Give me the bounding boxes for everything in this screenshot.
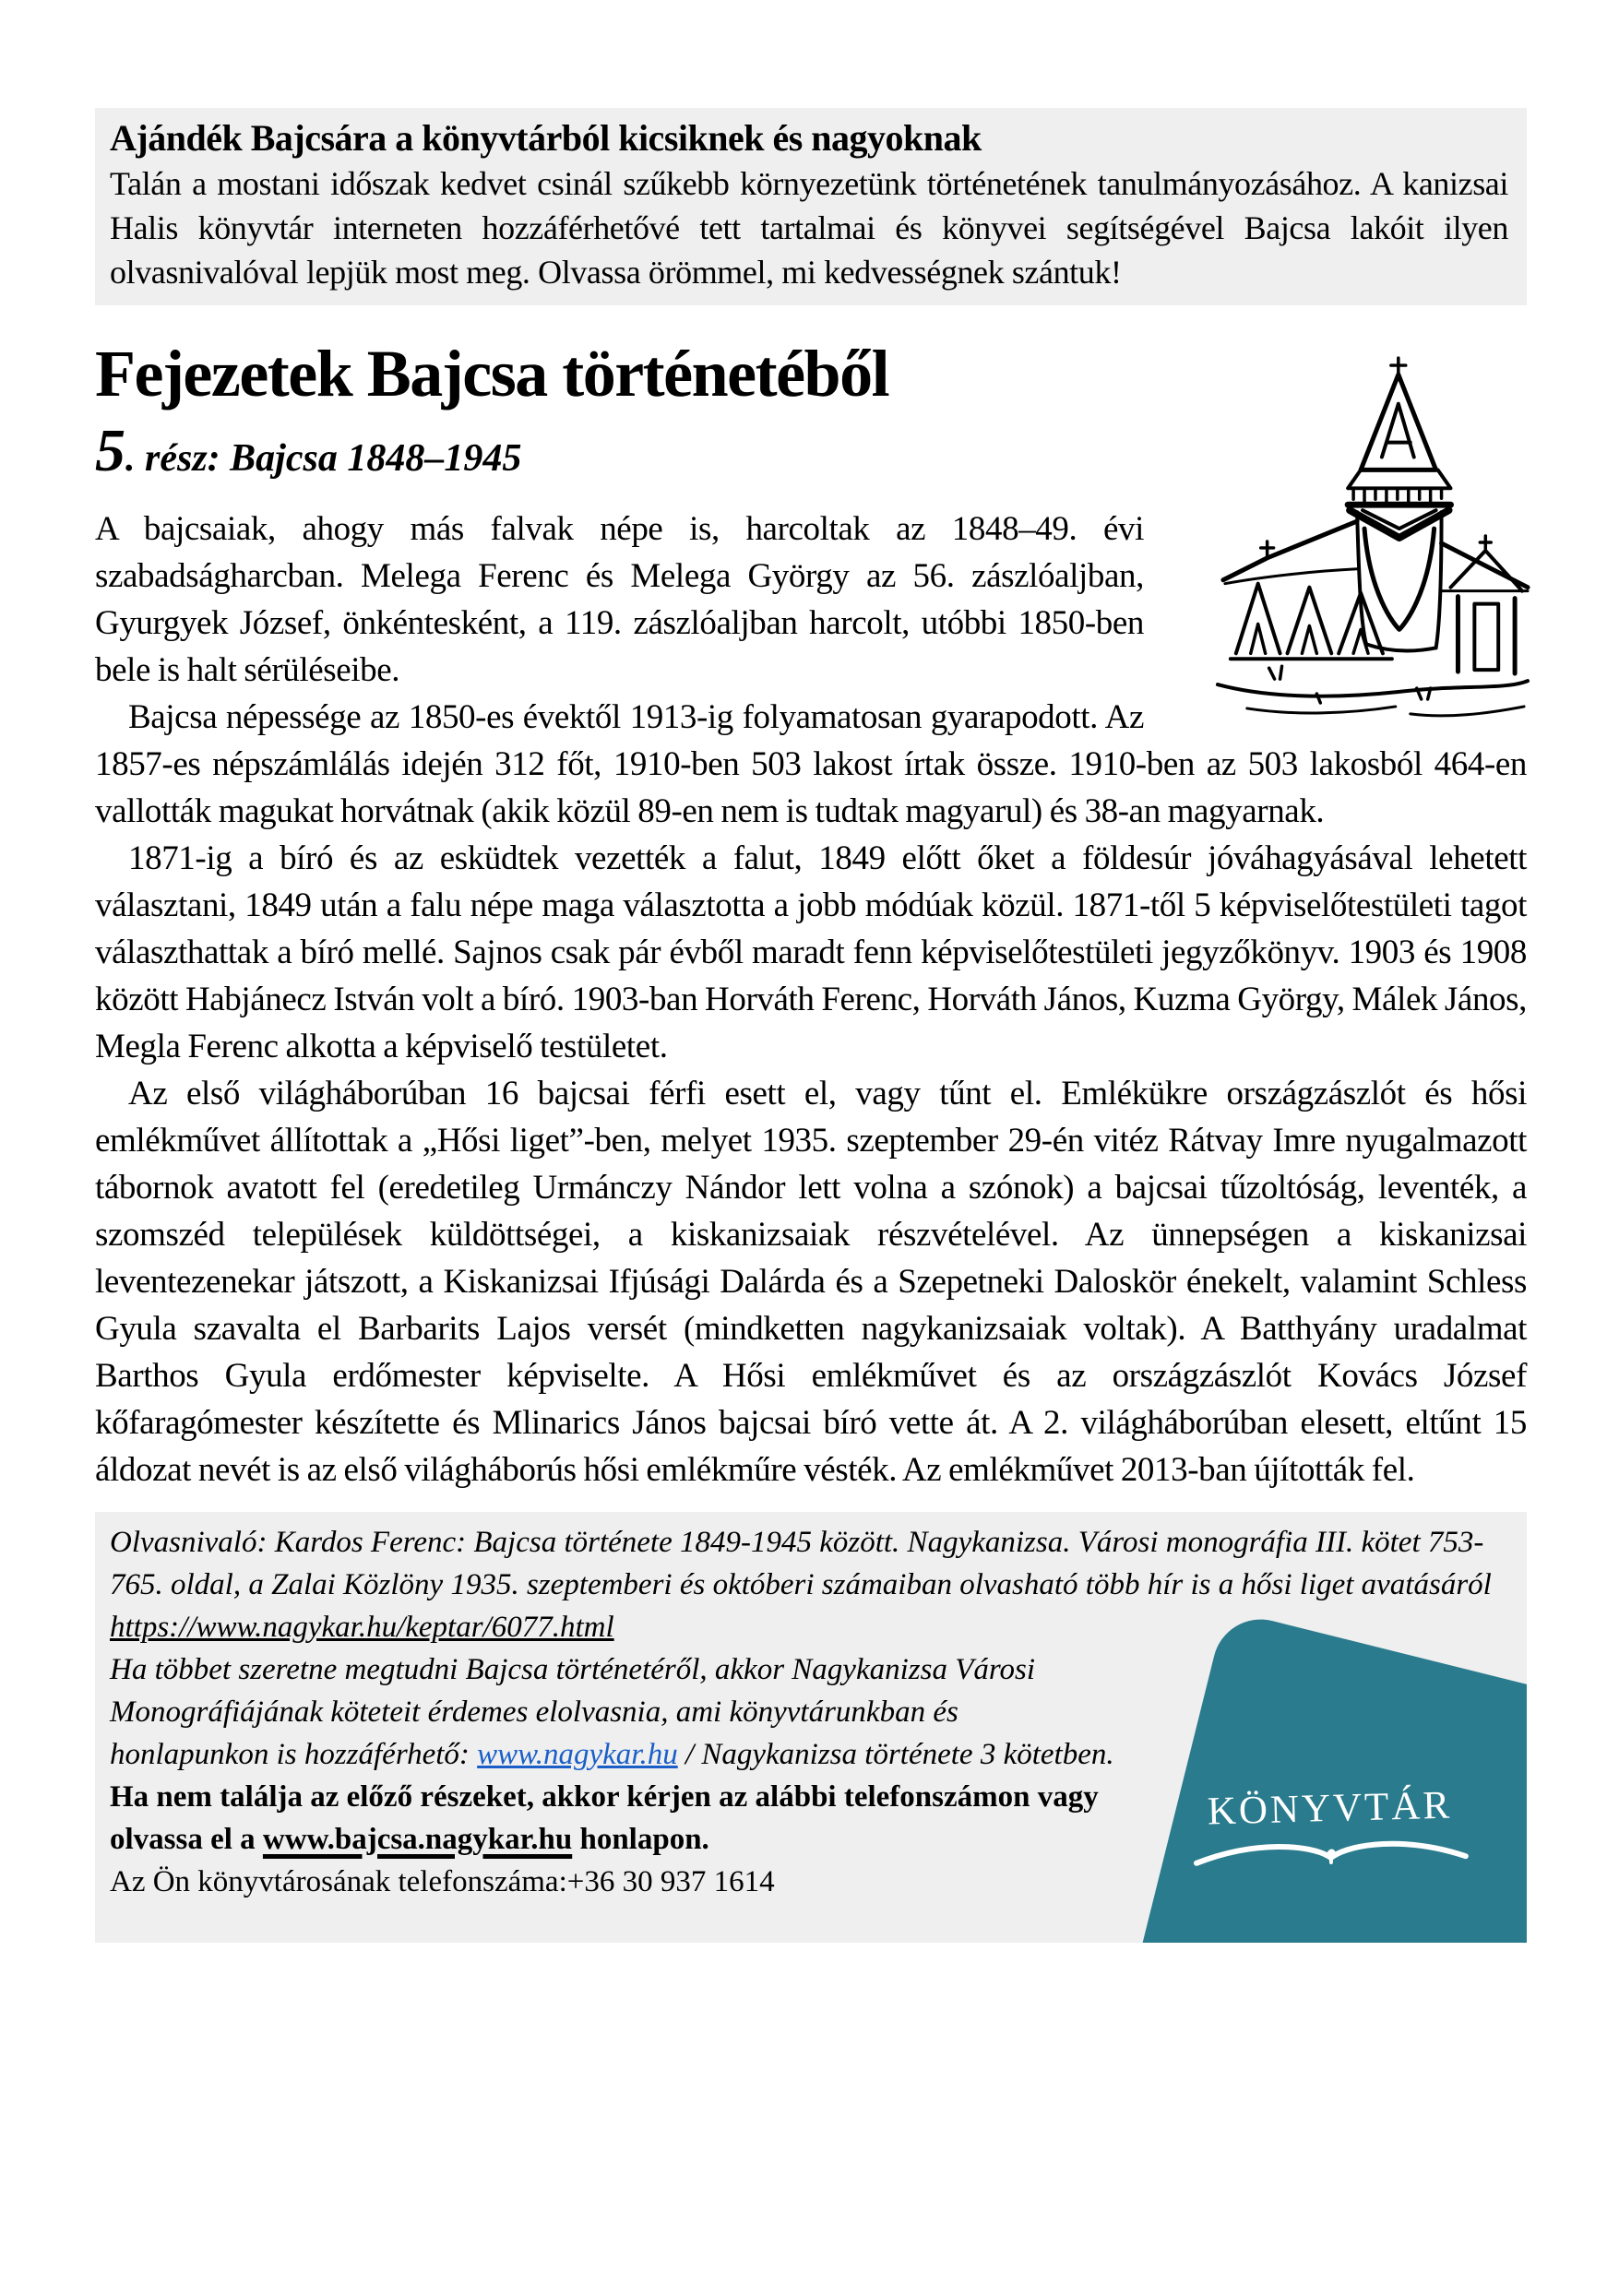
library-logo-word: KÖNYVTÁR bbox=[1207, 1783, 1453, 1834]
librarian-phone-line: Az Ön könyvtárosának telefonszáma:+36 30 937 1614 bbox=[110, 1864, 775, 1898]
subtitle-part-number: 5 bbox=[95, 416, 125, 484]
more-info-bold-2: honlapon. bbox=[572, 1822, 709, 1856]
subtitle-part-text: . rész: Bajcsa 1848–1945 bbox=[125, 436, 522, 480]
paragraph-2: Bajcsa népessége az 1850-es évektől 1913-ig folyamatosan gyarapodott. Az 1857-es népszámlálás idején 312 főt, 1910-ben 503 lakost írtak össze. 1910-ben az 503 lakosból 464-en vallották magukat horvátnak (akik közül 89-en nem is tudtak magyarul) és 38-an magyarnak. bbox=[95, 697, 1527, 830]
library-logo-label bbox=[1186, 1785, 1474, 1871]
more-info-bold-1: Ha nem találja az előző részeket, akkor kérjen az alábbi telefonszámon vagy olvassa el a bbox=[110, 1779, 1099, 1856]
nagykar-link[interactable]: www.nagykar.hu bbox=[477, 1737, 678, 1771]
intro-note-body: Talán a mostani időszak kedvet csinál szűkebb környezetünk történetének tanulmányozásához. A kanizsai Halis könyvtár interneten hozzáférhetővé tett tartalmai és könyvei segítségével Bajcsa lakóit ilyen olvasnivalóval lepjük most meg. Olvassa örömmel, mi kedvességnek szántuk! bbox=[110, 165, 1508, 291]
paragraph-3: 1871-ig a bíró és az esküdtek vezették a falut, 1849 előtt őket a földesúr jóváhagyásával lehetett választani, 1849 után a falu népe maga választotta a jobb módúak közül. 1871-től 5 képviselőtestületi tagot választhattak a bíró mellé. Sajnos csak pár évből maradt fenn képviselőtestületi jegyzőkönyv. 1903 és 1908 között Habjánecz István volt a bíró. 1903-ban Horváth Ferenc, Horváth János, Kuzma György, Málek János, Megla Ferenc alkotta a képviselő testületet. bbox=[95, 839, 1527, 1065]
reading-suggestion-text: Olvasnivaló: Kardos Ferenc: Bajcsa története 1849-1945 között. Nagykanizsa. Városi monográfia III. kötet 753-765. oldal, a Zalai Közlöny 1935. szeptemberi és októberi számaiban olvasható több hír is a hősi liget avatásáról bbox=[110, 1525, 1492, 1601]
more-info-text-1: Ha többet szeretne megtudni Bajcsa történetéről, akkor Nagykanizsa Városi Monográfiájának köteteit érdemes elolvasnia, ami könyvtárunkban és honlapunkon is hozzáférhető: bbox=[110, 1652, 1035, 1771]
footer-note bbox=[95, 1512, 1527, 1943]
keptar-link[interactable]: https://www.nagykar.hu/keptar/6077.html bbox=[110, 1610, 614, 1644]
church-drawing-icon bbox=[1210, 349, 1531, 725]
church-illustration bbox=[1210, 349, 1531, 725]
article-title: Fejezetek Bajcsa történetéből bbox=[95, 337, 889, 410]
bajcsa-link[interactable]: www.bajcsa.nagykar.hu bbox=[262, 1822, 573, 1856]
intro-note-title: Ajándék Bajcsára a könyvtárból kicsiknek és nagyoknak bbox=[110, 117, 982, 159]
paragraph-1: A bajcsaiak, ahogy más falvak népe is, harcoltak az 1848–49. évi szabadságharcban. Melega Ferenc és Melega György az 56. zászlóaljban, Gyurgyek József, önkéntesként, a 119. zászlóaljban harcolt, utóbbi 1850-ben bele is halt sérüléseibe. bbox=[95, 509, 1144, 689]
intro-note bbox=[95, 108, 1527, 305]
paragraph-4: Az első világháborúban 16 bajcsai férfi esett el, vagy tűnt el. Emlékükre országzászlót és hősi emlékművet állítottak a „Hősi liget”-ben, melyet 1935. szeptember 29-én vitéz Rátvay Imre nyugalmazott tábornok avatott fel (eredetileg Urmánczy Nándor lett volna a szónok) a bajcsai tűzoltóság, leventék, a szomszéd települések küldöttségei, a kiskanizsaiak részvételével. Az ünnepségen a kiskanizsai leventezenekar játszott, a Kiskanizsai Ifjúsági Dalárda és a Szepetneki Daloskör énekelt, valamint Schless Gyula szavalta el Barbarits Lajos versét (mindketten nagykanizsaiak voltak). A Batthyány uradalmat Barthos Gyula erdőmester képviselte. A Hősi emlékművet és az országzászlót Kovács József kőfaragómester készítette és Mlinarics János bajcsai bíró vette át. A 2. világháborúban elesett, eltűnt 15 áldozat nevét is az első világháborús hősi emlékműre vésték. Az emlékművet 2013-ban újították fel. bbox=[95, 1074, 1527, 1489]
more-info-text-2: / Nagykanizsa története 3 kötetben. bbox=[677, 1737, 1114, 1771]
open-book-icon bbox=[1192, 1828, 1470, 1871]
